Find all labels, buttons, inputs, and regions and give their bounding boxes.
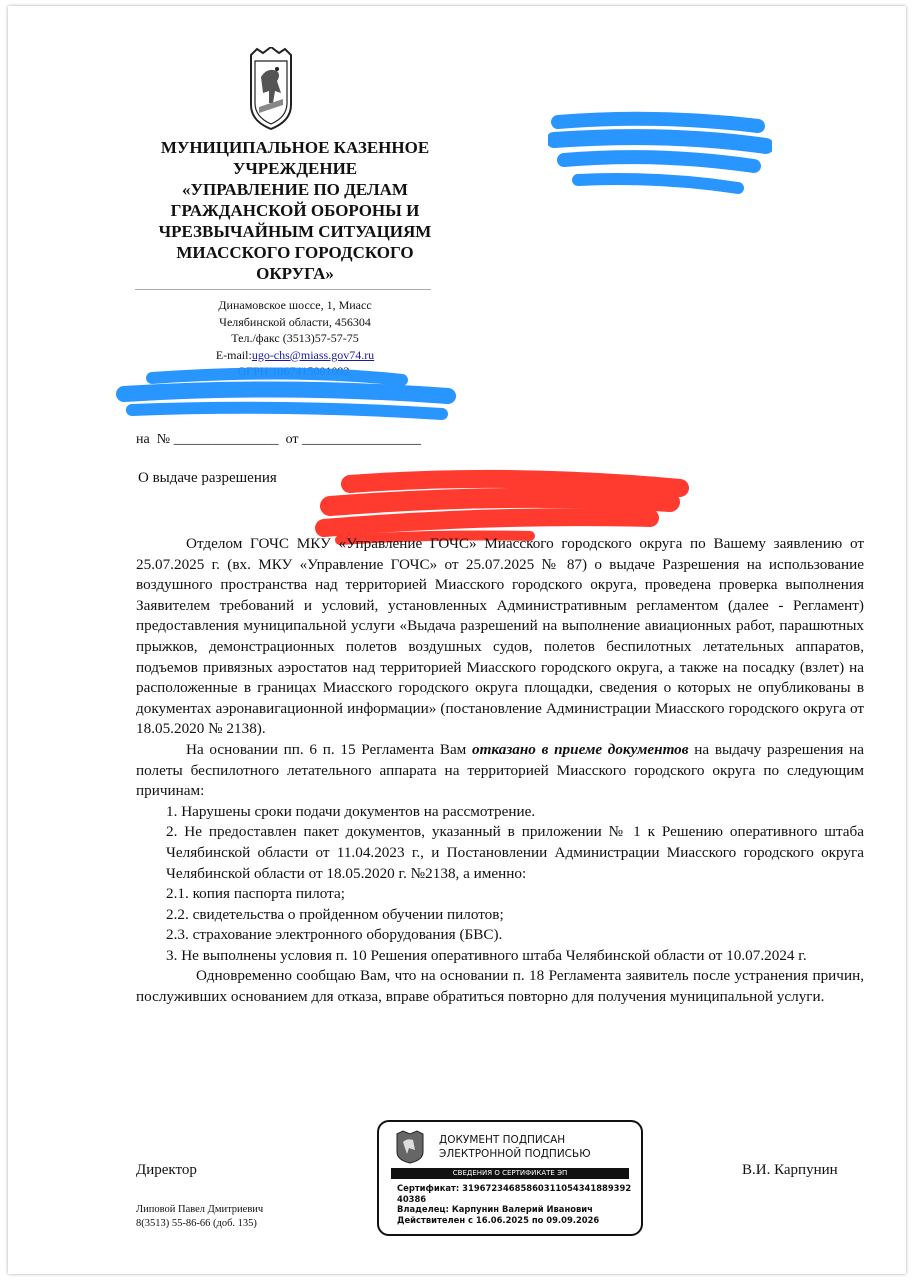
p2-text-before: На основании пп. 6 п. 15 Регламента Вам	[186, 740, 473, 758]
stamp-validity: Действителен с 16.06.2025 по 09.09.2026	[397, 1214, 600, 1225]
address-ogrn: ОГРН 1067415001092,	[237, 364, 353, 378]
stamp-title: ДОКУМЕНТ ПОДПИСАН ЭЛЕКТРОННОЙ ПОДПИСЬЮ	[439, 1134, 591, 1160]
body-paragraph-1: Отделом ГОЧС МКУ «Управление ГОЧС» Миасского городского округа по Вашему заявлению от 25.07.2025 г. (вх. МКУ «Управление ГОЧС» от 25.07.2025 № 87) о выдаче Разрешения на использование воздушного пространства над территорией Миасского городского округа, проведена проверка выполнения Заявителем требований и условий, установленных Административным регламентом (далее - Регламент) предоставления муниципальной услуги «Выдача разрешений на выполнение авиационных работ, парашютных прыжков, демонстрационных полетов воздушных судов, полетов беспилотных летательных аппаратов, подъемов привязных аэростатов над территорией Миасского городского округа, а также на посадку (взлет) на расположенные в границах Миасского городского округа площадки, сведения о которых не опубликованы в документах аэронавигационной информации» (постановление Администрации Миасского городского округа от 18.05.2020 № 2138).	[136, 535, 864, 738]
executor-name: Липовой Павел Дмитриевич	[136, 1204, 264, 1215]
reason-item-1: 1. Нарушены сроки подачи документов на рассмотрение.	[166, 802, 536, 820]
p2-text-after: на выдачу разрешения на полеты беспилотного летательного аппарата на территорией Миасского городского округа по следующим причинам:	[136, 740, 864, 800]
header-divider	[135, 289, 431, 290]
redaction-blue-recipient	[548, 108, 772, 200]
executor-info	[136, 1203, 263, 1231]
address-region: Челябинской области, 456304	[219, 314, 371, 329]
body-paragraph-3: Одновременно сообщаю Вам, что на основании п. 18 Регламента заявитель после устранения причин, послуживших основанием для отказа, вправе обратиться повторно для получения муниципальной услуги.	[136, 967, 864, 1006]
reason-item-2-3: 2.3. страхование электронного оборудования (БВС).	[166, 926, 503, 944]
reason-item-2-1: 2.1. копия паспорта пилота;	[166, 885, 345, 903]
reason-item-3: 3. Не выполнены условия п. 10 Решения оперативного штаба Челябинской области от 10.07.2024 г.	[166, 946, 807, 964]
e-signature-stamp	[377, 1120, 643, 1236]
stamp-emblem-icon	[395, 1130, 425, 1164]
signer-position: Директор	[136, 1162, 197, 1178]
stamp-owner: Владелец: Карпунин Валерий Иванович	[397, 1204, 593, 1215]
reason-item-2: 2. Не предоставлен пакет документов, указанный в приложении № 1 к Решению оперативного штаба Челябинской области от 11.04.2023 г., и Постановлении Администрации Миасского городского округа Челябинской области от 18.05.2020 г. №2138, а именно:	[166, 823, 864, 882]
organization-name: МУНИЦИПАЛЬНОЕ КАЗЕННОЕ УЧРЕЖДЕНИЕ «УПРАВЛЕНИЕ ПО ДЕЛАМ ГРАЖДАНСКОЙ ОБОРОНЫ И ЧРЕЗВЫЧАЙНЫМ СИТУАЦИЯМ МИАССКОГО ГОРОДСКОГО ОКРУГА»	[158, 138, 432, 283]
stamp-cert-number: Сертификат: 319672346858603110543418893​92 40386	[397, 1183, 632, 1204]
stamp-cert-details	[397, 1183, 631, 1225]
signer-name: В.И. Карпунин	[742, 1162, 838, 1178]
letter-body	[136, 534, 864, 1008]
coat-of-arms-icon	[247, 47, 295, 131]
refusal-emphasis: отказано в приеме документов	[472, 740, 689, 758]
address-street: Динамовское шоссе, 1, Миасс	[218, 298, 372, 312]
stamp-cert-header: СВЕДЕНИЯ О СЕРТИФИКАТЕ ЭП	[391, 1168, 629, 1179]
registration-line: на № _______________ от _________________	[136, 432, 421, 447]
address-phone: Тел./факс (3513)57-57-75	[231, 331, 359, 345]
redaction-blue-ogrn	[112, 364, 460, 424]
reason-item-2-2: 2.2. свидетельства о пройденном обучении пилотов;	[166, 905, 504, 923]
email-link[interactable]: ugo-chs@miass.gov74.ru	[251, 347, 375, 362]
executor-phone: 8(3513) 55-86-66 (доб. 135)	[136, 1218, 257, 1229]
address-email	[180, 347, 410, 364]
email-label: E-mail:	[215, 347, 252, 362]
letter-subject: О выдаче разрешения	[138, 470, 277, 486]
body-paragraph-2	[136, 740, 864, 802]
